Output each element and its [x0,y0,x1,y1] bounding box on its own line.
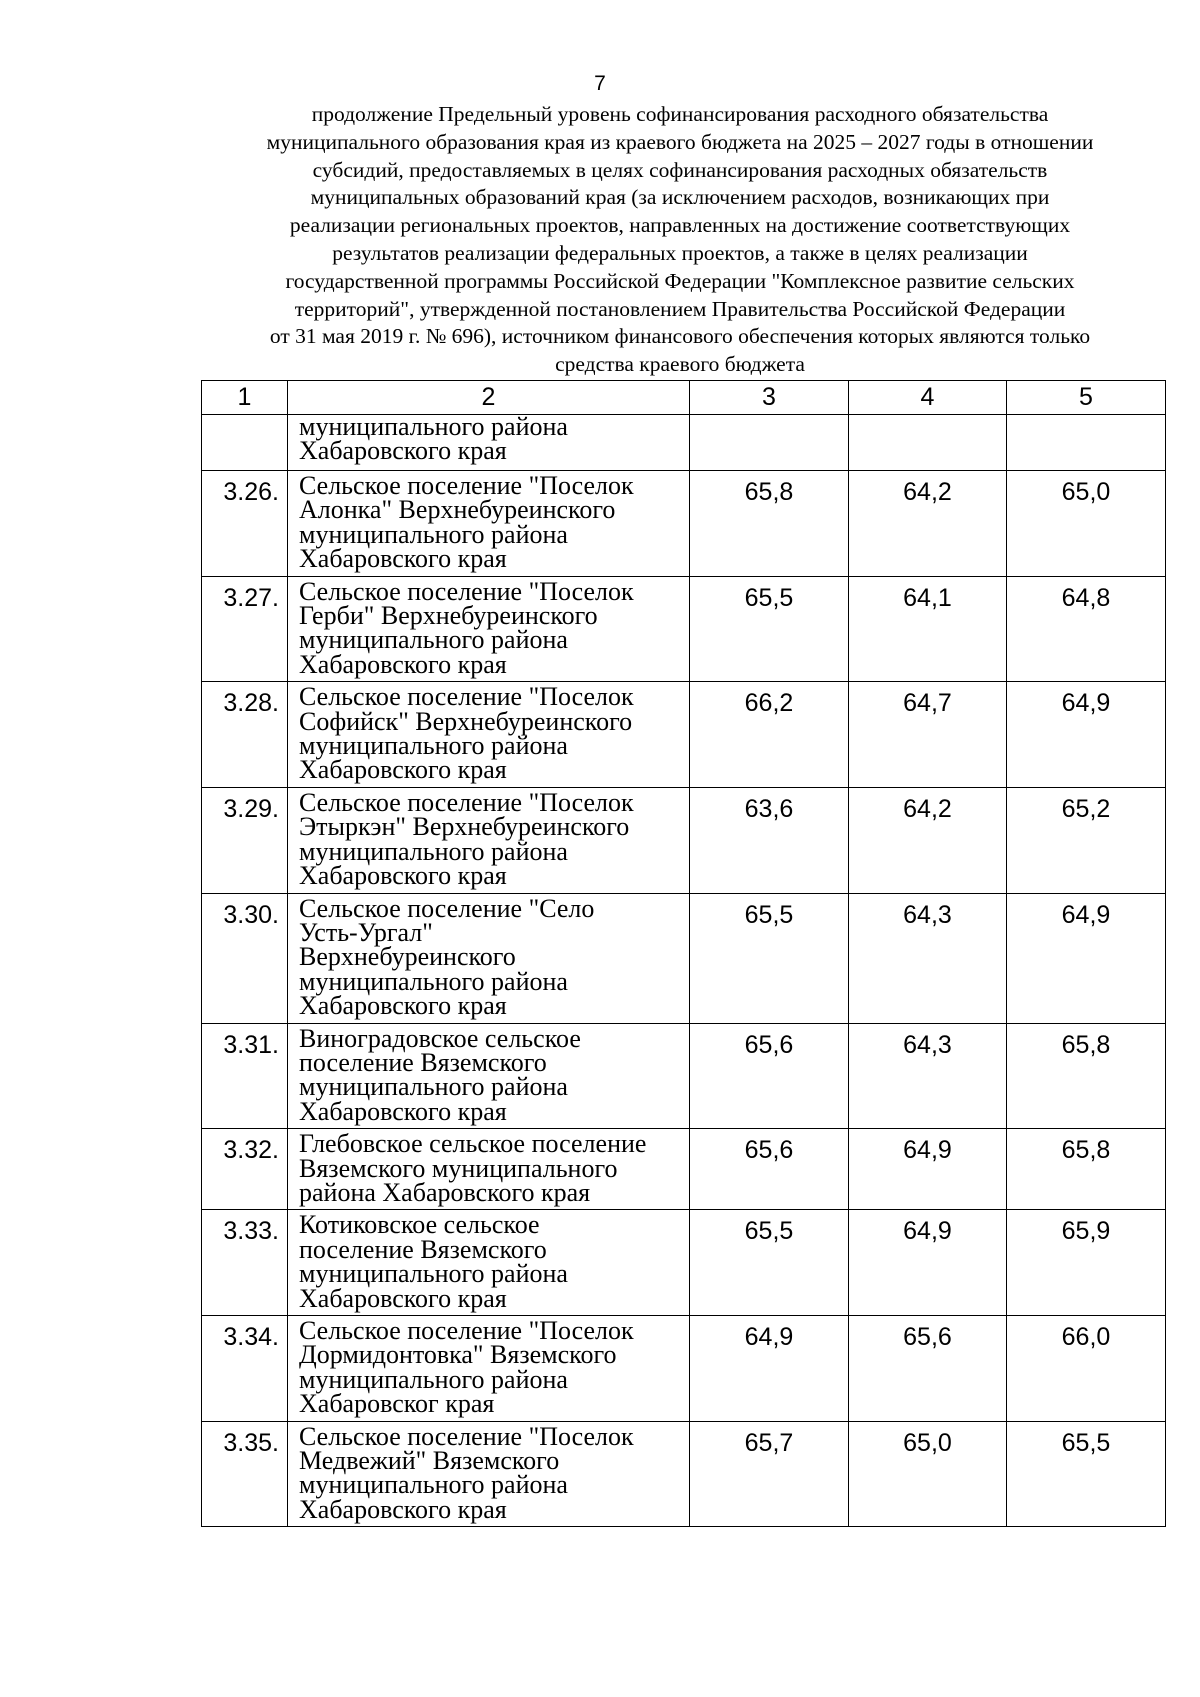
municipality-name-line: муниципального района [299,519,568,549]
heading-line: государственной программы Российской Федерации "Комплексное развитие сельских [285,268,1075,293]
municipality-name-cell [288,893,690,1023]
municipality-name-line: Виноградовское сельское [299,1023,581,1053]
municipality-name-line: Верхнебуреинского [299,942,516,972]
municipality-name-line: муниципального района [299,412,568,441]
value-cell-v2026: 64,2 [849,787,1007,893]
row-number-cell: 3.28. [202,682,288,788]
municipality-name-line: Дормидонтовка" Вяземского [299,1340,617,1370]
row-number-cell [202,415,288,471]
municipality-name-cell [288,1210,690,1316]
municipality-name-line: муниципального района [299,731,568,761]
value-cell-v2027: 65,2 [1007,787,1166,893]
municipality-name-line: Софийск" Верхнебуреинского [299,706,633,736]
municipality-name-line: муниципального района [299,1259,568,1289]
value-cell-v2027: 64,9 [1007,682,1166,788]
value-cell-v2026: 64,3 [849,1023,1007,1129]
table-row [202,787,1166,893]
table-heading [198,101,1162,379]
value-cell-v2025: 65,6 [690,1023,849,1129]
table-row [202,682,1166,788]
table-row [202,471,1166,577]
heading-line: от 31 мая 2019 г. № 696), источником финансового обеспечения которых являются только [269,324,1091,349]
table-row [202,1210,1166,1316]
heading-line: продолжение Предельный уровень софинансирования расходного обязательства [311,102,1049,126]
value-cell [849,415,1007,471]
municipality-name-line: Сельское поселение "Поселок [299,576,634,606]
value-cell-v2025: 65,5 [690,576,849,682]
municipality-name-line: Хабаровского края [299,436,507,466]
municipality-name-line: поселение Вяземского [299,1234,547,1264]
municipality-name-line: муниципального района [299,1072,568,1102]
row-number-cell: 3.29. [202,787,288,893]
value-cell-v2027: 65,5 [1007,1421,1166,1527]
municipality-name-line: муниципального района [299,966,568,996]
municipality-name-line: Герби" Верхнебуреинского [299,601,598,631]
municipality-name-line: Вяземского муниципального [299,1153,618,1183]
table-row [202,1421,1166,1527]
municipality-name-line: Усть-Ургал" [299,917,433,947]
table-row [202,1129,1166,1210]
heading-line: средства краевого бюджета [555,352,805,377]
row-number-cell: 3.35. [202,1421,288,1527]
municipality-name-cell [288,412,690,471]
value-cell-v2026: 64,9 [849,1129,1007,1210]
municipality-name-line: Хабаровского края [299,991,507,1021]
heading-line: субсидий, предоставляемых в целях софинансирования расходных обязательств [312,157,1048,182]
row-number-cell: 3.26. [202,471,288,577]
value-cell-v2025: 65,8 [690,471,849,577]
value-cell-v2027: 64,8 [1007,576,1166,682]
municipality-name-line: Сельское поселение "Поселок [299,1316,634,1345]
municipality-name-line: поселение Вяземского [299,1047,547,1077]
value-cell-v2025: 64,9 [690,1316,849,1422]
column-number: 1 [202,381,288,415]
page-number: 7 [594,72,606,95]
value-cell-v2026: 64,3 [849,893,1007,1023]
column-number: 3 [690,381,849,415]
municipality-name-line: Сельское поселение "Поселок [299,1421,634,1451]
column-number-row [202,381,1166,415]
continued-row [202,415,1166,471]
column-number: 5 [1007,381,1166,415]
municipality-name-line: Глебовское сельское поселение [299,1129,647,1159]
municipality-name-line: Сельское поселение "Поселок [299,682,634,712]
value-cell-v2025: 63,6 [690,787,849,893]
municipality-name-cell [288,682,690,788]
municipality-name-line: Этыркэн" Верхнебуреинского [299,812,630,842]
municipality-name-cell [288,1421,690,1527]
heading-line: результатов реализации федеральных проектов, а также в целях реализации [332,240,1028,265]
municipality-name-line: муниципального района [299,625,568,655]
municipality-name-line: Хабаровског края [299,1389,495,1419]
value-cell-v2025: 65,5 [690,893,849,1023]
heading-line: реализации региональных проектов, направленных на достижение соответствующих [289,213,1071,238]
value-cell-v2027: 65,9 [1007,1210,1166,1316]
value-cell-v2026: 64,9 [849,1210,1007,1316]
heading-line: муниципального образования края из краевого бюджета на 2025 – 2027 годы в отношении [266,129,1094,154]
heading-line: территорий", утвержденной постановлением Правительства Российской Федерации [294,296,1066,321]
table-row [202,1023,1166,1129]
value-cell-v2026: 65,6 [849,1316,1007,1422]
row-number-cell: 3.34. [202,1316,288,1422]
value-cell [690,415,849,471]
table-row [202,893,1166,1023]
value-cell-v2025: 65,7 [690,1421,849,1527]
municipality-name-line: Хабаровского края [299,755,507,785]
municipality-name-line: Сельское поселение "Поселок [299,471,634,500]
municipality-name-line: муниципального района [299,1470,568,1500]
value-cell-v2025: 65,5 [690,1210,849,1316]
municipality-name-line: Хабаровского края [299,1283,507,1313]
municipality-name-line: Хабаровского края [299,649,507,679]
column-number: 4 [849,381,1007,415]
municipality-name-cell [288,576,690,682]
municipality-name-line: Медвежий" Вяземского [299,1446,560,1476]
subsidy-table [201,380,1166,1527]
municipality-name-line: Алонка" Верхнебуреинского [299,495,616,525]
municipality-name-line: Хабаровского края [299,544,507,574]
municipality-name-line: района Хабаровского края [299,1177,591,1207]
municipality-name-cell [288,1023,690,1129]
value-cell-v2027: 66,0 [1007,1316,1166,1422]
municipality-name-line: Хабаровского края [299,861,507,891]
municipality-name-cell [288,1316,690,1422]
column-number: 2 [288,381,690,415]
value-cell-v2026: 64,2 [849,471,1007,577]
municipality-name-line: Сельское поселение "Село [299,893,595,923]
municipality-name-line: Хабаровского края [299,1096,507,1126]
value-cell-v2027: 65,0 [1007,471,1166,577]
heading-line: муниципальных образований края (за исключением расходов, возникающих при [310,185,1050,210]
value-cell-v2026: 64,7 [849,682,1007,788]
value-cell-v2025: 66,2 [690,682,849,788]
row-number-cell: 3.31. [202,1023,288,1129]
municipality-name-line: муниципального района [299,1364,568,1394]
value-cell-v2026: 65,0 [849,1421,1007,1527]
value-cell-v2026: 64,1 [849,576,1007,682]
value-cell-v2027: 65,8 [1007,1023,1166,1129]
table-row [202,576,1166,682]
row-number-cell: 3.32. [202,1129,288,1210]
value-cell-v2027: 64,9 [1007,893,1166,1023]
municipality-name-cell [288,1129,690,1210]
municipality-name-line: Хабаровского края [299,1494,507,1524]
value-cell [1007,415,1166,471]
municipality-name-line: муниципального района [299,836,568,866]
value-cell-v2027: 65,8 [1007,1129,1166,1210]
municipality-name-line: Сельское поселение "Поселок [299,787,634,817]
table-row [202,1316,1166,1422]
municipality-name-cell [288,471,690,577]
municipality-name-cell [288,787,690,893]
row-number-cell: 3.33. [202,1210,288,1316]
municipality-name-line: Котиковское сельское [299,1210,540,1240]
row-number-cell: 3.30. [202,893,288,1023]
row-number-cell: 3.27. [202,576,288,682]
value-cell-v2025: 65,6 [690,1129,849,1210]
